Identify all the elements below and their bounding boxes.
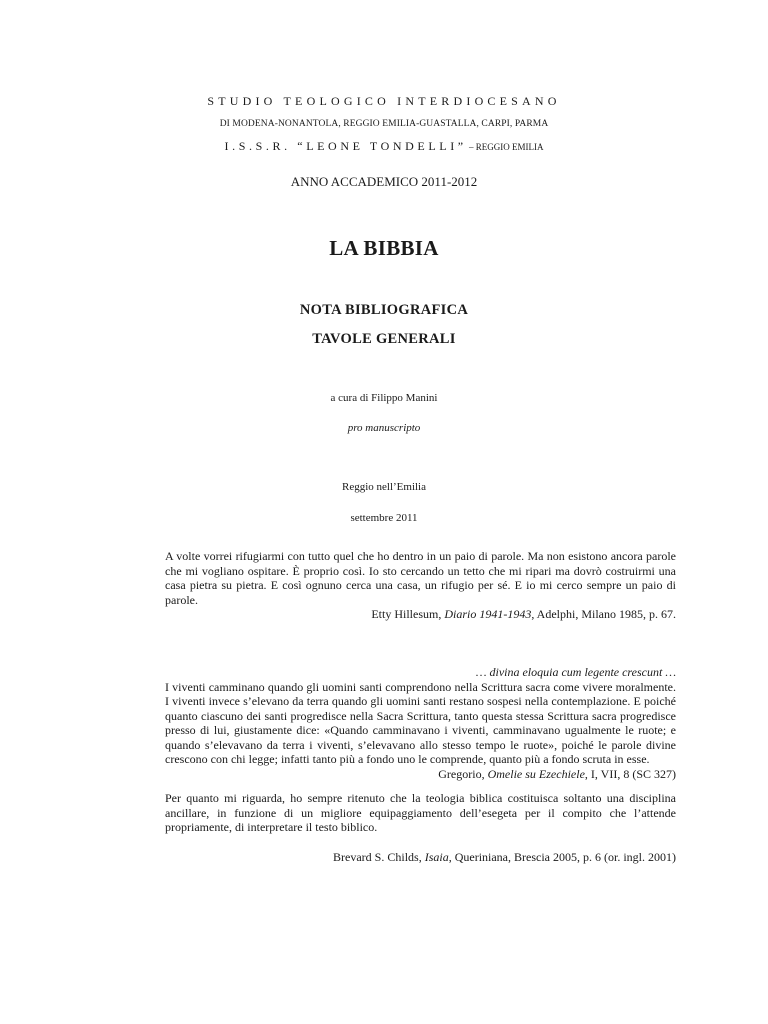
epigraph-text: A volte vorrei rifugiarmi con tutto quel che ho dentro in un paio di parole. Ma non esistono ancora parole che mi vogliano ospitare. È proprio così. Io sto cercando un tetto che mi ripari ma dovrò costruirmi una casa pietra su pietra. E così ognuno cerca una casa, un rifugio per sé. E io mi cerco sempre un paio di parole. [165, 549, 676, 607]
institution-name: STUDIO TEOLOGICO INTERDIOCESANO [207, 94, 561, 108]
citation-details: , I, VII, 8 (SC 327) [584, 766, 676, 781]
citation-details: , Queriniana, Brescia 2005, p. 6 (or. ingl. 2001) [448, 849, 676, 864]
institution-issr [0, 139, 768, 154]
subtitle-bibliographic-note: NOTA BIBLIOGRAFICA [299, 302, 469, 318]
epigraph-citation [165, 767, 676, 782]
document-title: LA BIBBIA [329, 236, 439, 260]
issr-name: I.S.S.R. “LEONE TONDELLI” [224, 139, 467, 153]
citation-work: Omelie su Ezechiele [487, 766, 585, 781]
academic-year: ANNO ACCADEMICO 2011-2012 [290, 174, 478, 189]
epigraph-text: Per quanto mi riguarda, ho sempre ritenuto che la teologia biblica costituisca soltanto una disciplina ancillare, in funzione di un migliore equipaggiamento dell’esegeta per il compito che l’attende propriamente, di interpretare il testo biblico. [165, 791, 676, 834]
citation-work: Isaia [424, 849, 449, 864]
epigraph-childs [165, 791, 676, 864]
epigraph-gregorio [165, 665, 676, 781]
latin-motto [165, 665, 676, 680]
citation-details: , Adelphi, Milano 1985, p. 67. [531, 607, 676, 621]
pro-manuscripto: pro manuscripto [347, 422, 421, 434]
institution-dioceses: DI MODENA-NONANTOLA, REGGIO EMILIA-GUASTALLA, CARPI, PARMA [219, 119, 549, 129]
subtitle-general-tables: TAVOLE GENERALI [312, 331, 456, 347]
epigraph-text: I viventi camminano quando gli uomini santi comprendono nella Scrittura sacra come vivere moralmente. I viventi invece s’elevano da terra quando gli uomini santi restano sospesi nella contemplazione. E poiché quanto ciascuno dei santi progredisce nella Sacra Scrittura, tanto questa stessa Scrittura sacra progredisce presso di lui, giustamente dice: «Quando camminavano i viventi, camminavano ugualmente le ruote; e quando s’elevavano da terra i viventi, s’elevavano allo stesso tempo le ruote», poiché le parole divine crescono con chi legge; infatti tanto più a fondo uno le comprende, quanto più a fondo scruta in esse. [165, 679, 676, 766]
citation-author: Etty Hillesum, [371, 607, 445, 621]
publication-place: Reggio nell’Emilia [341, 481, 426, 493]
editor-credit: a cura di Filippo Manini [330, 392, 438, 404]
epigraph-hillesum [165, 549, 676, 622]
citation-work: Diario 1941-1943 [444, 607, 532, 621]
epigraph-citation [165, 607, 676, 622]
citation-author: Brevard S. Childs, [333, 849, 425, 864]
citation-author: Gregorio, [438, 766, 488, 781]
publication-date: settembre 2011 [350, 512, 418, 524]
latin-motto-text: … divina eloquia cum legente crescunt … [475, 665, 676, 679]
epigraph-citation [165, 850, 676, 865]
issr-location: – REGGIO EMILIA [466, 142, 544, 152]
